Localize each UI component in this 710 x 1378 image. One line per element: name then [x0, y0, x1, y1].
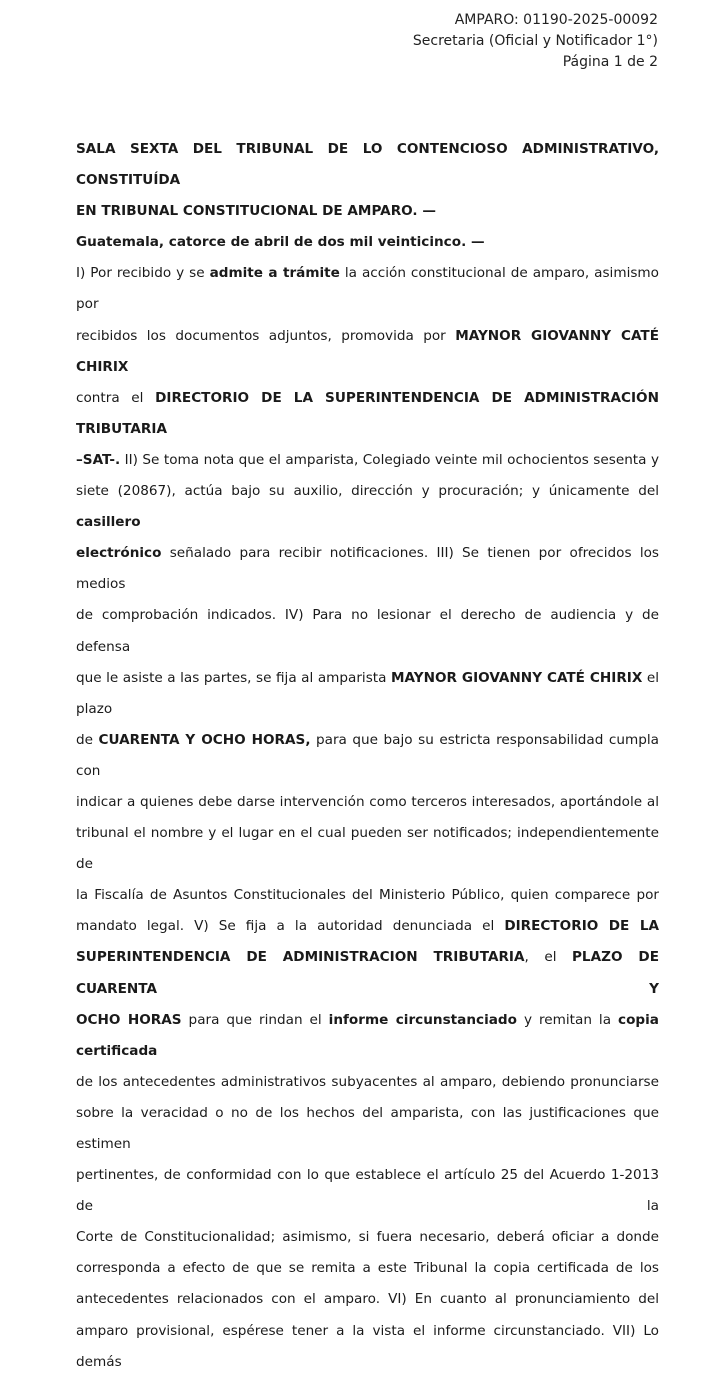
body-line: que le asiste a las partes, se fija al amparista MAYNOR GIOVANNY CATÉ CHIRIX el plazo: [76, 669, 659, 717]
body-line: mandato legal. V) Se fija a la autoridad denunciada el DIRECTORIO DE LA: [76, 918, 659, 935]
body-line: recibidos los documentos adjuntos, promovida por MAYNOR GIOVANNY CATÉ CHIRIX: [76, 327, 659, 375]
body-line: de los antecedentes administrativos subyacentes al amparo, debiendo pronunciarse: [76, 1073, 659, 1090]
body-line: amparo provisional, espérese tener a la vista el informe circunstanciado. VII) Lo demás: [76, 1322, 659, 1370]
body-line: de CUARENTA Y OCHO HORAS, para que bajo su estricta responsabilidad cumpla con: [76, 731, 659, 779]
body-line: la Fiscalía de Asuntos Constitucionales del Ministerio Público, quien comparece por: [76, 887, 659, 904]
body-line: antecedentes relacionados con el amparo. VI) En cuanto al pronunciamiento del: [76, 1291, 659, 1308]
page-indicator: Página 1 de 2: [562, 54, 658, 70]
court-title-line-2: EN TRIBUNAL CONSTITUCIONAL DE AMPARO. —: [76, 203, 436, 220]
body-line: contra el DIRECTORIO DE LA SUPERINTENDENCIA DE ADMINISTRACIÓN TRIBUTARIA: [76, 389, 659, 437]
body-line: I) Por recibido y se admite a trámite la acción constitucional de amparo, asimismo por: [76, 265, 659, 313]
body-line: siete (20867), actúa bajo su auxilio, dirección y procuración; y únicamente del casillero: [76, 483, 659, 531]
body-line: electrónico señalado para recibir notificaciones. III) Se tienen por ofrecidos los medios: [76, 545, 659, 593]
resolution-body: [76, 134, 659, 1378]
body-line: tribunal el nombre y el lugar en el cual pueden ser notificados; independientemente de: [76, 825, 659, 873]
court-title-line-1: SALA SEXTA DEL TRIBUNAL DE LO CONTENCIOSO ADMINISTRATIVO, CONSTITUÍDA: [76, 141, 659, 189]
secretary-label: Secretaria (Oficial y Notificador 1°): [412, 33, 658, 49]
body-line: –SAT-. II) Se toma nota que el amparista, Colegiado veinte mil ochocientos sesenta y: [76, 451, 659, 468]
case-number: AMPARO: 01190-2025-00092: [454, 12, 658, 28]
body-line: Corte de Constitucionalidad; asimismo, si fuera necesario, deberá oficiar a donde: [76, 1229, 659, 1246]
body-line: OCHO HORAS para que rindan el informe circunstanciado y remitan la copia certificada: [76, 1011, 659, 1059]
body-line: de comprobación indicados. IV) Para no lesionar el derecho de audiencia y de defensa: [76, 607, 659, 655]
body-line: indicar a quienes debe darse intervención como terceros interesados, aportándole al: [76, 793, 659, 810]
date-line: Guatemala, catorce de abril de dos mil veinticinco. —: [76, 234, 485, 251]
body-line: pertinentes, de conformidad con lo que establece el artículo 25 del Acuerdo 1-2013 de la: [76, 1167, 659, 1215]
document-header: [413, 10, 658, 73]
body-line: SUPERINTENDENCIA DE ADMINISTRACION TRIBUTARIA, el PLAZO DE CUARENTA Y: [76, 949, 659, 997]
body-line: corresponda a efecto de que se remita a este Tribunal la copia certificada de los: [76, 1260, 659, 1277]
body-line: sobre la veracidad o no de los hechos del amparista, con las justificaciones que estimen: [76, 1104, 659, 1152]
